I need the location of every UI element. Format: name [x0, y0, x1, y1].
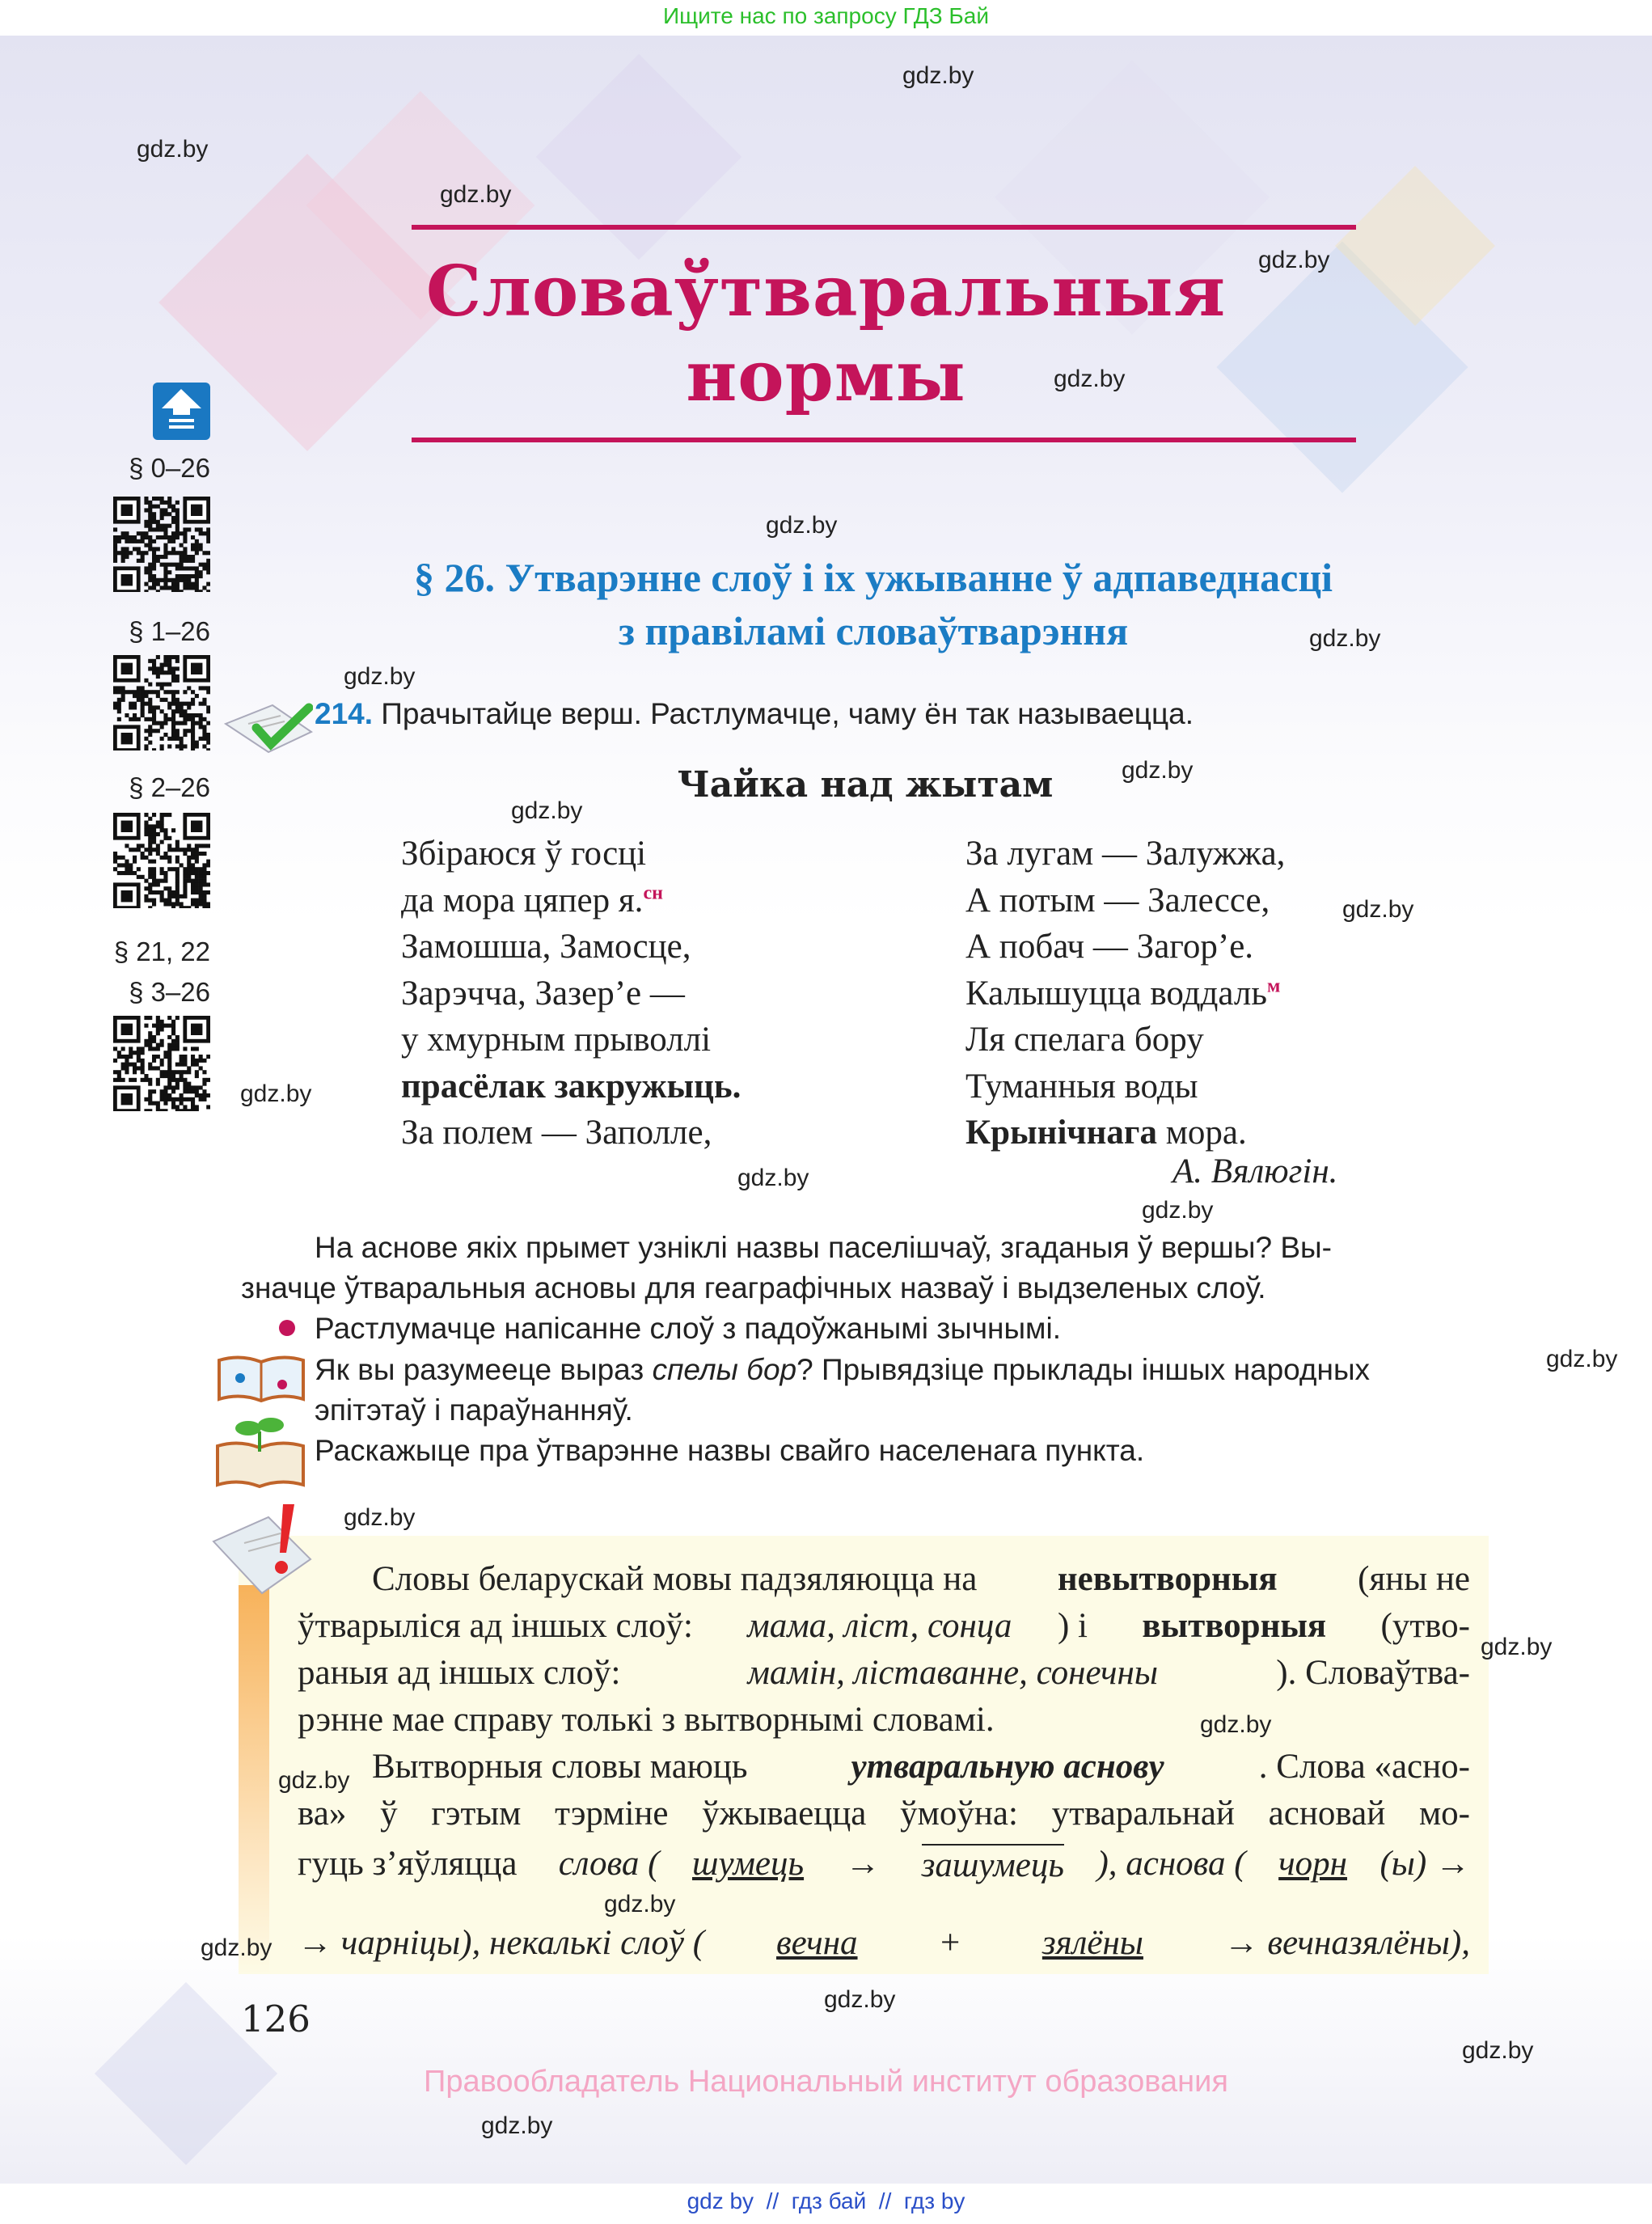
rule-box-accent-bar [239, 1585, 269, 1974]
poem-left-column [401, 831, 741, 1156]
poem-line: Туманныя воды [965, 1067, 1198, 1106]
rule-example: ), аснова ( [1096, 1845, 1246, 1883]
rule-term: невытворныя [1057, 1560, 1278, 1598]
rule-line [372, 1747, 1470, 1786]
poem-line: А потым — Залессе, [965, 881, 1270, 920]
qr-label: § 3–26 [129, 977, 210, 1007]
poem-line [965, 1110, 1285, 1156]
watermark: gdz.by [1142, 1197, 1214, 1224]
rule-text: ). Словаўтва- [1276, 1654, 1470, 1692]
watermark: gdz.by [1054, 366, 1126, 392]
footnote-mark: м [1266, 975, 1281, 997]
rule-text: Словы беларускай мовы падзяляюцца на [372, 1560, 987, 1598]
dictionary-book-icon [216, 1352, 306, 1406]
poem-line: Ля спелага бору [965, 1021, 1204, 1059]
page-number: 126 [241, 1998, 311, 2040]
question-1-line1: На аснове якіх прымет узніклі назвы паселішчаў, згаданыя ў вершы? Вы- [315, 1231, 1332, 1264]
watermark: gdz.by [1258, 247, 1330, 273]
rule-plus: + [929, 1924, 970, 1962]
poem-line-text: да мора цяпер я. [401, 881, 644, 920]
chapter-title-line2: нормы [686, 336, 966, 417]
watermark: gdz.by [1122, 757, 1194, 784]
watermark: gdz.by [440, 181, 512, 208]
question-3 [315, 1350, 1370, 1390]
poem-line: Замошша, Замосце, [401, 928, 691, 966]
qr-code-icon[interactable] [113, 1016, 210, 1111]
poem-line: А побач — Загор’е. [965, 928, 1254, 966]
watermark: gdz.by [1481, 1634, 1553, 1660]
poem-line-text: мора. [1156, 1114, 1247, 1152]
rule-example: мамін, ліставанне, сонечны [747, 1654, 1158, 1692]
poem-line: прасёлак закружыць. [401, 1067, 741, 1106]
qr-code-icon[interactable] [113, 813, 210, 908]
watermark: gdz.by [1462, 2037, 1534, 2064]
question-2: Растлумачце напісанне слоў з падоўжанымі зычнымі. [315, 1312, 1061, 1345]
rule-text: (утво- [1371, 1607, 1470, 1645]
important-note-icon [212, 1503, 314, 1598]
rule-text: гуць з’яўляцца [298, 1845, 526, 1883]
watermark: gdz.by [201, 1934, 273, 1961]
rule-example: слова ( [558, 1845, 660, 1883]
question-3-line2: эпітэтаў і параўнанняў. [315, 1393, 633, 1427]
rule-line [298, 1844, 1470, 1885]
watermark: gdz.by [481, 2112, 553, 2139]
watermark: gdz.by [511, 797, 583, 824]
watermark: gdz.by [240, 1080, 312, 1107]
poem-line: Збіраюся ў госці [401, 835, 647, 873]
bottom-links[interactable]: gdz by // гдз бай // гдз by [687, 2188, 965, 2213]
poem-line [401, 877, 741, 924]
rule-line: ва» ў гэтым тэрміне ўжываецца ўмоўна: утваральнай асновай мо- [298, 1795, 1470, 1833]
rule-term: вытворныя [1142, 1607, 1327, 1645]
qr-label: § 21, 22 [113, 937, 210, 966]
up-arrow-icon[interactable] [153, 383, 210, 440]
rule-example: мама, ліст, сонца [747, 1607, 1012, 1645]
rule-example-stem: вечна [776, 1924, 858, 1962]
copyright-owner: Правообладатель Национальный институт образования [424, 2065, 1228, 2099]
rule-line: рэнне мае справу толькі з вытворнымі словамі. [298, 1701, 995, 1739]
watermark: gdz.by [902, 62, 974, 89]
watermark: gdz.by [1342, 896, 1414, 923]
watermark: gdz.by [737, 1165, 809, 1191]
rule-arrow: → [836, 1845, 889, 1883]
rule-text: Вытворныя словы маюць [372, 1748, 757, 1786]
poem-bold-word: Крынічнага [965, 1114, 1157, 1152]
rule-text: ўтварыліся ад іншых слоў: [298, 1607, 702, 1645]
chapter-title-line1: Словаўтваральныя [425, 251, 1227, 332]
rule-term: утваральную аснову [851, 1748, 1164, 1786]
watermark: gdz.by [1546, 1346, 1618, 1372]
rule-line [298, 1606, 1470, 1646]
footnote-mark: сн [643, 882, 663, 904]
rule-example: → чарніцы), некалькі слоў ( [298, 1924, 705, 1962]
qr-label: § 0–26 [129, 453, 210, 483]
poem-title: Чайка над жытам [677, 764, 1054, 805]
poem-line: За полем — Заполле, [401, 1114, 712, 1152]
poem-line: За лугам — Залужжа, [965, 835, 1286, 873]
rule-text: . Слова «асно- [1258, 1748, 1470, 1786]
task-number: 214. [315, 697, 374, 730]
poem-right-column [965, 831, 1285, 1156]
question-text: Як вы разумееце выраз [315, 1353, 653, 1386]
rule-example: зашумець [922, 1844, 1064, 1885]
watermark: gdz.by [344, 1504, 416, 1531]
section-heading-line2: з правіламі словаўтварэння [618, 608, 1129, 653]
question-4: Раскажыце пра ўтварэнне назвы свайго населенага пункта. [315, 1434, 1145, 1467]
bullet-icon [279, 1320, 295, 1336]
watermark: gdz.by [766, 512, 838, 539]
qr-code-icon[interactable] [113, 497, 210, 592]
watermark: gdz.by [137, 136, 209, 163]
poem-line-text: Калышуцца воддаль [965, 974, 1267, 1013]
title-bottom-rule [412, 438, 1356, 442]
qr-label: § 1–26 [129, 616, 210, 646]
question-1-line2: значце ўтваральныя асновы для геаграфічных назваў і выдзеленых слоў. [241, 1271, 1266, 1304]
task-text: Прачытайце верш. Растлумачце, чаму ён так называецца. [373, 697, 1194, 730]
poem-author: А. Вялюгін. [1172, 1152, 1338, 1190]
task-214 [315, 697, 1194, 731]
watermark: gdz.by [1309, 625, 1381, 652]
rule-example: → вечназялёны), [1215, 1924, 1470, 1962]
qr-code-icon[interactable] [113, 655, 210, 750]
qr-label: § 2–26 [129, 772, 210, 802]
rule-line [372, 1559, 1470, 1599]
watermark: gdz.by [278, 1767, 350, 1794]
rule-line [298, 1923, 1470, 1963]
plant-book-icon [214, 1415, 307, 1490]
rule-example-stem: зялёны [1041, 1924, 1143, 1962]
section-heading-line1: § 26. Утварэнне слоў і іх ужыванне ў адпаведнасці [413, 555, 1333, 600]
rule-example-stem: шумець [692, 1845, 805, 1883]
question-italic: спелы бор [652, 1353, 797, 1386]
title-top-rule [412, 225, 1356, 230]
watermark: gdz.by [604, 1891, 676, 1917]
poem-line: у хмурным прыволлі [401, 1021, 712, 1059]
watermark: gdz.by [824, 1986, 896, 2013]
rule-text: ) і [1057, 1607, 1096, 1645]
rule-example: (ы) → [1379, 1845, 1470, 1883]
rule-text: (яны не [1349, 1560, 1470, 1598]
rule-example-stem: чорн [1278, 1845, 1347, 1883]
watermark: gdz.by [344, 663, 416, 690]
rule-line [298, 1653, 1470, 1693]
rule-text: раныя ад іншых слоў: [298, 1654, 630, 1692]
watermark: gdz.by [1200, 1711, 1272, 1738]
poem-line [965, 970, 1285, 1017]
poem-line: Зарэчча, Зазер’е — [401, 974, 685, 1013]
top-search-note: Ищите нас по запросу ГДЗ Бай [662, 3, 990, 28]
question-text: ? Прывядзіце прыклады іншых народных [796, 1353, 1371, 1386]
checked-document-icon [224, 687, 313, 756]
